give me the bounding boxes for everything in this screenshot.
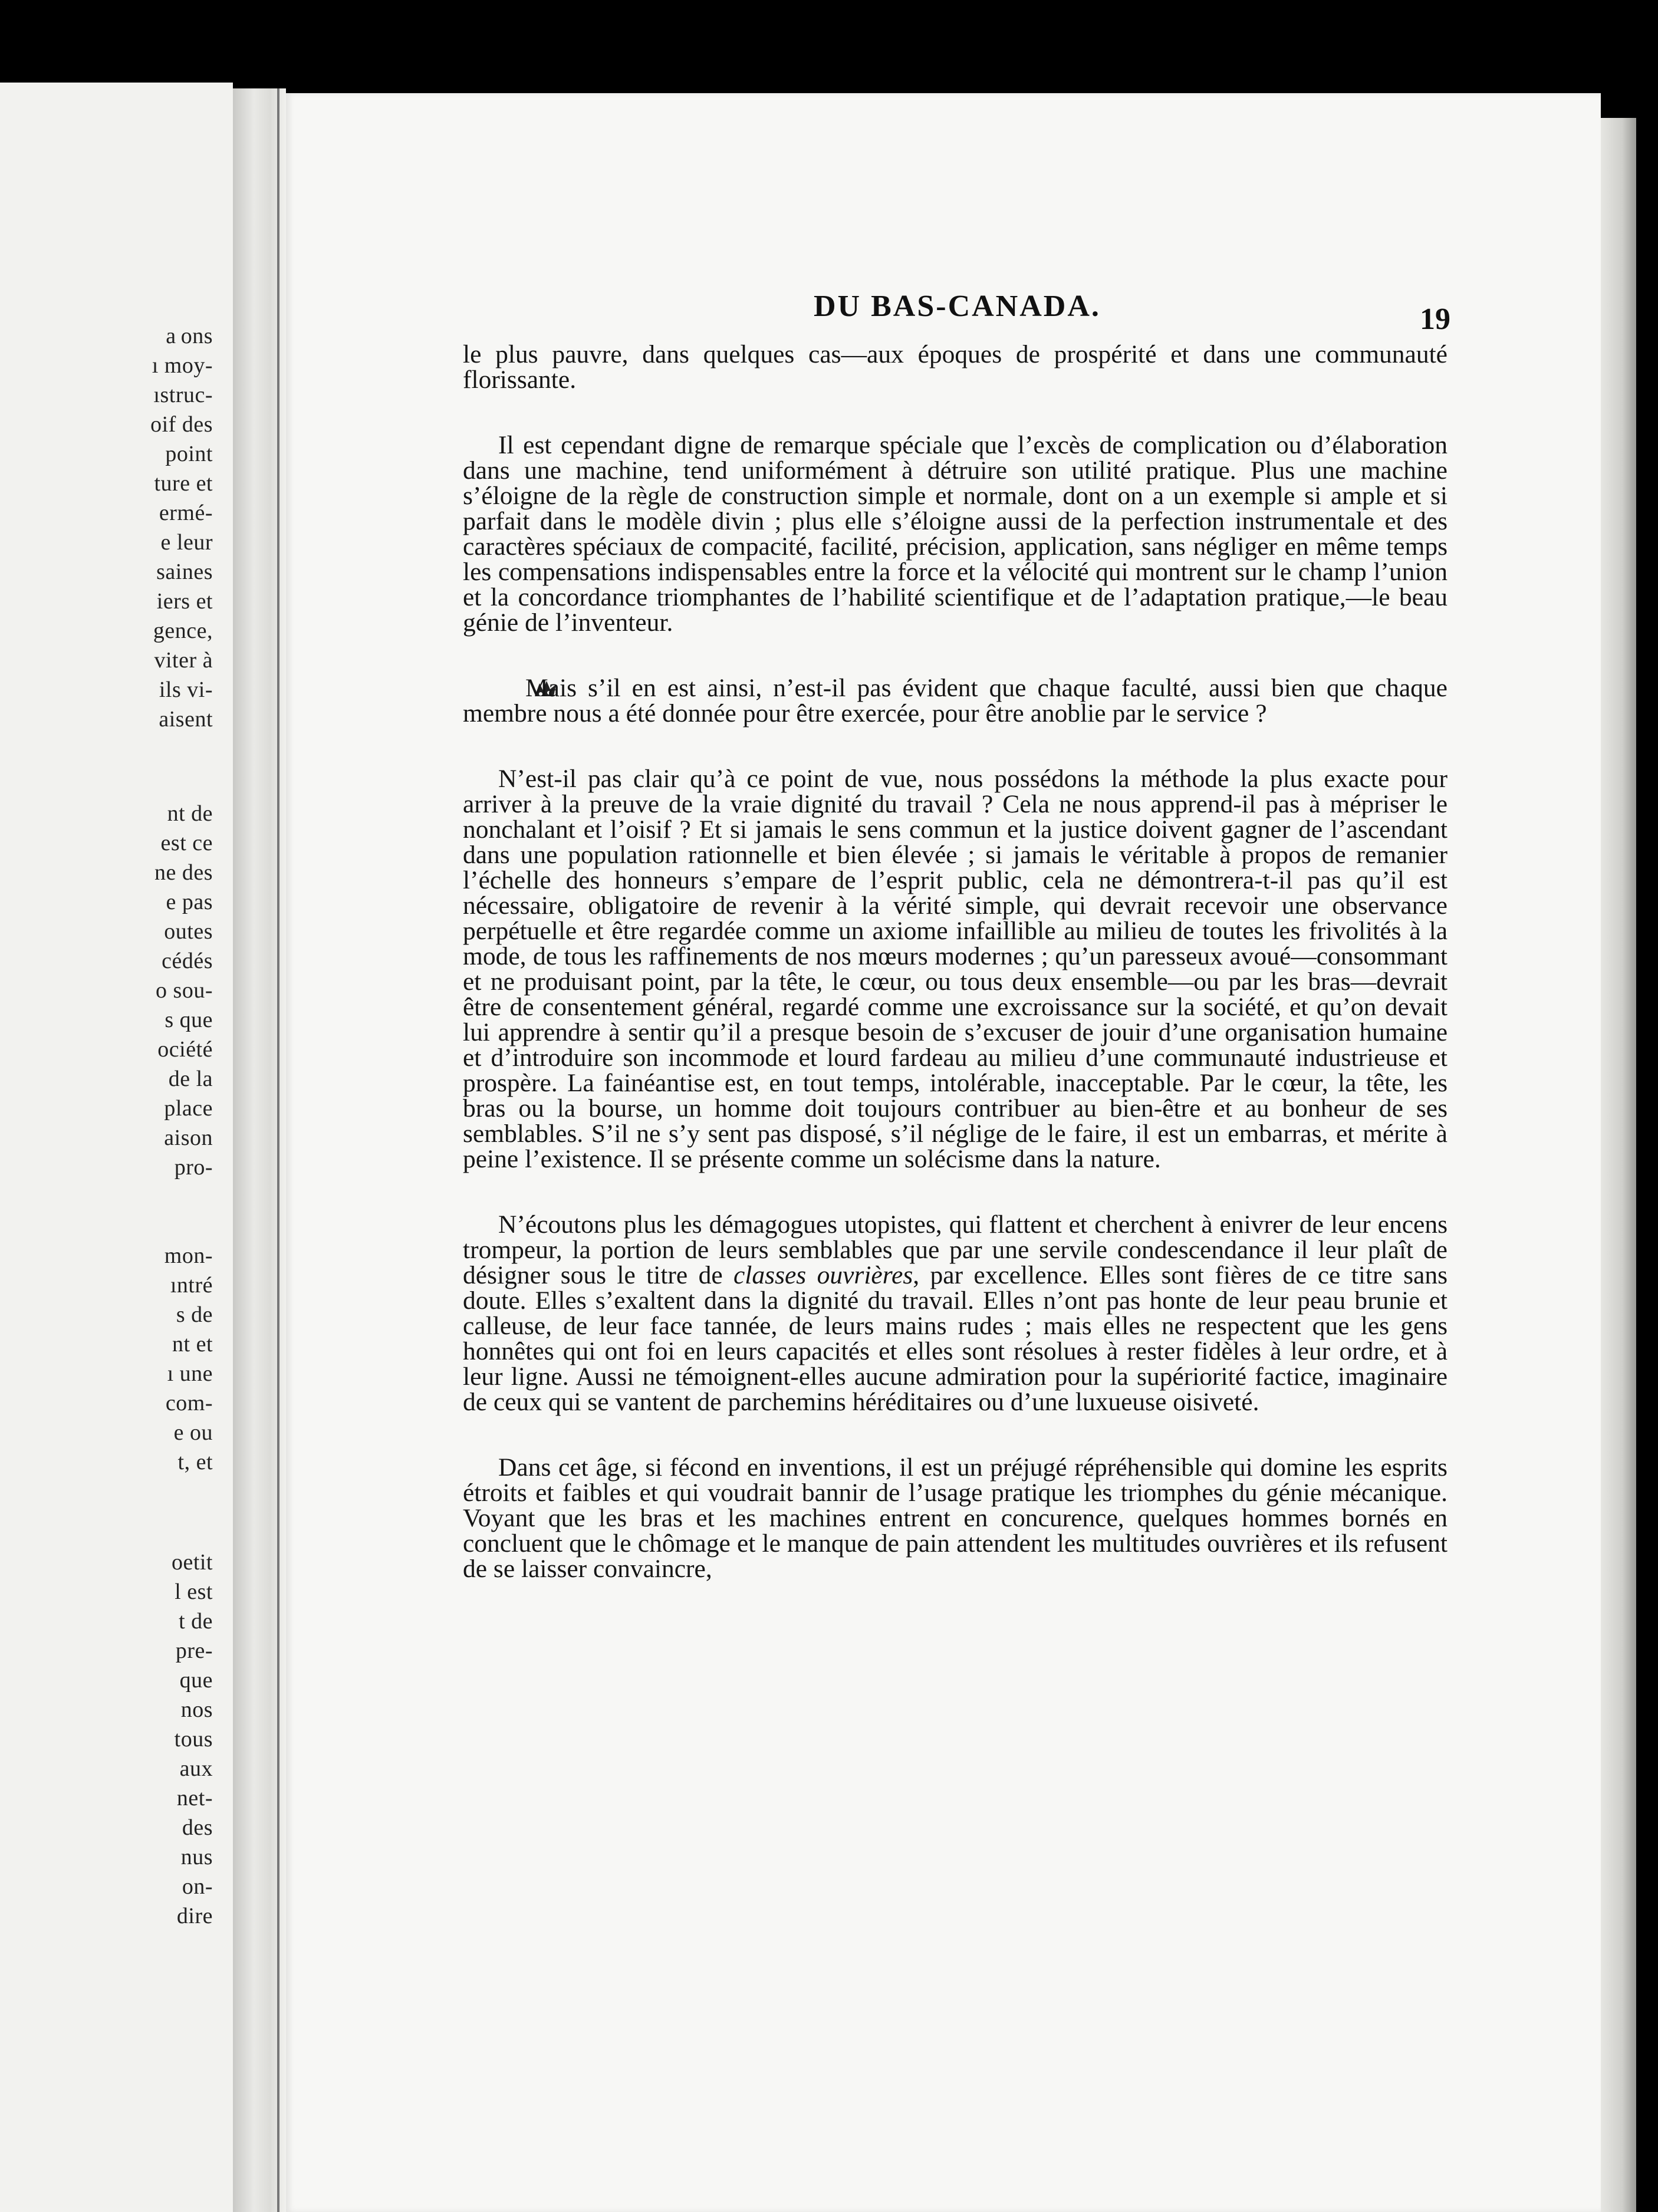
left-page-line: ı une xyxy=(167,1361,213,1386)
left-page-line: o sou- xyxy=(156,978,213,1003)
left-page-line: ture et xyxy=(154,471,213,496)
left-page-line: nus xyxy=(180,1845,213,1869)
paragraph-faculty-service xyxy=(463,676,1448,726)
left-page-line: pro- xyxy=(174,1155,213,1180)
left-page-line: oif des xyxy=(150,412,213,437)
left-page-line: ne des xyxy=(154,860,213,885)
left-page-line: outes xyxy=(164,919,213,944)
left-page-line: ı moy- xyxy=(152,353,213,378)
left-page-line: s de xyxy=(176,1302,213,1327)
paragraph-machine-complexity: Il est cependant digne de remarque spéciale que l’excès de complication ou d’élaboration dans une machine, tend uniformément à détruire son utilité pratique. Plus une machine s’éloigne de la règle de construction simple et normale, dont on a un exemple si ample et si parfait dans le modèle divin ; plus elle s’éloigne aussi de la perfection instrumentale et des caractères spéciaux de compacité, facilité, précision, application, sans négliger en même temps les compensations indispensables entre la force et la vélocité qui montrent sur le champ l’union et la concordance triomphantes de l’habilité scientifique et de l’adaptation pratique,—le beau génie de l’inventeur. xyxy=(463,431,1448,637)
paragraph-demagogues xyxy=(463,1212,1448,1415)
left-page-line: t, et xyxy=(177,1450,213,1474)
left-page-line: point xyxy=(165,442,213,466)
left-page-line: nt et xyxy=(172,1332,213,1357)
left-page-line: ermé- xyxy=(159,501,213,525)
left-page-line: est ce xyxy=(160,831,213,855)
left-page-line: a ons xyxy=(166,324,213,348)
page-body xyxy=(463,342,1448,1622)
paragraph-text-before: N’écoutons plus les démagogues utopistes, qui flattent et cherchent à enivrer de leur encens trompeur, la portion de leurs semblables que par une servile condescendance il leur plaît de désigner sous le titre de xyxy=(463,1210,1448,1289)
previous-page-fragment xyxy=(0,83,233,2212)
left-page-line: de la xyxy=(168,1066,213,1091)
left-page-line: net- xyxy=(176,1786,213,1811)
paragraph-dignity-of-labour: N’est-il pas clair qu’à ce point de vue, nous possédons la méthode la plus exacte pour arriver à la preuve de la vraie dignité du travail ? Cela ne nous apprend-il pas à mépriser le nonchalant et l’oisif ? Et si jamais le sens commun et la justice doivent gagner de l’ascendant dans une population rationnelle et bien élevée ; si jamais le véritable à propos de remanier l’échelle des honneurs s’empare de l’esprit public, cela ne démontrera-t-il pas qu’il est nécessaire, obligatoire de revenir à la vérité simple, qui devrait recevoir une observance perpétuelle et être regardée comme un axiome infaillible au milieu de toutes les frivolités à la mode, de tous les raffinements de nos mœurs modernes ; qu’un paresseux avoué—consommant et ne produisant point, par la tête, le cœur, ou tous deux ensemble—ou par les bras—devrait être de consentement général, regardé comme une excroissance sur la société, et qu’on devait lui apprendre à sentir qu’il a presque besoin de s’excuser de jouir d’une organisation humaine et d’introduire son incommode et lourd fardeau au milieu d’une communauté industrieuse et prospère. La fainéantise est, en tout temps, intolérable, inacceptable. Par le cœur, la tête, les bras ou la bourse, un homme doit toujours contribuer au bien-être et au bonheur de ses semblables. S’il ne s’y sent pas disposé, s’il néglige de le faire, il est un embarras, et mérite à peine l’existence. Il se présente comme un solécisme dans la nature. xyxy=(463,765,1448,1173)
running-title: DU BAS-CANADA. xyxy=(814,289,1101,323)
left-page-line: e pas xyxy=(166,890,213,914)
left-page-line: ociété xyxy=(157,1037,213,1062)
left-page-line: ıntré xyxy=(170,1273,213,1298)
italic-phrase: classes ouvrières xyxy=(733,1261,913,1289)
paragraph-text-after: , par excellence. Elles sont fières de ce titre sans doute. Elles s’exaltent dans la dignité du travail. Elles n’ont pas honte de leur peau brunie et calleuse, de leur face tannée, de leurs mains rudes ; mais elles ne respectent que les gens honnêtes qui ont foi en leurs capacités et elles sont résolues à rester fidèles à leur ordre, et à leur ligne. Aussi ne témoignent-elles aucune admiration pour la supériorité factice, imaginaire de ceux qui se vantent de parchemins héréditaires ou d’une luxueuse oisiveté. xyxy=(463,1261,1448,1416)
left-page-line: mon- xyxy=(164,1243,213,1268)
page-edge-shadow xyxy=(1601,118,1636,2212)
left-page-line: aisent xyxy=(159,707,213,732)
left-page-line: com- xyxy=(165,1391,213,1416)
left-page-line: nos xyxy=(180,1697,213,1722)
left-page-line: oetit xyxy=(171,1550,213,1575)
left-page-line: aux xyxy=(179,1756,213,1781)
left-page-line: ıstruc- xyxy=(153,383,213,407)
left-page-line: aison xyxy=(164,1125,213,1150)
left-page-line: gence, xyxy=(153,618,213,643)
left-page-line: viter à xyxy=(154,648,213,673)
printer-ornament-icon xyxy=(498,678,522,698)
left-page-line: dire xyxy=(176,1904,213,1928)
left-page-line: e ou xyxy=(173,1420,213,1445)
paragraph-inventions: Dans cet âge, si fécond en inventions, il est un préjugé répréhensible qui domine les esprits étroits et faibles et qui voudrait bannir de l’usage pratique les triomphes du génie mécanique. Voyant que les bras et les machines entrent en concurence, quelques hommes bornés en concluent que le chômage et le manque de pain attendent les multitudes ouvrières et ils refusent de se laisser convaincre, xyxy=(463,1453,1448,1583)
left-page-line: ils vi- xyxy=(159,677,213,702)
left-page-line: e leur xyxy=(160,530,213,555)
left-page-line: s que xyxy=(165,1008,213,1032)
left-page-line: saines xyxy=(156,559,213,584)
gutter-line xyxy=(277,88,279,2212)
left-page-line: nt de xyxy=(167,801,213,826)
page-number: 19 xyxy=(1420,302,1450,336)
left-page-line: que xyxy=(179,1668,213,1693)
left-page-line: place xyxy=(164,1096,213,1121)
left-page-line: des xyxy=(182,1815,213,1840)
left-page-line: pre- xyxy=(175,1638,213,1663)
left-page-line: l est xyxy=(175,1579,213,1604)
left-page-line: tous xyxy=(174,1727,213,1752)
left-page-line: cédés xyxy=(162,949,213,973)
paragraph-text: Mais s’il en est ainsi, n’est-il pas évident que chaque faculté, aussi bien que chaque membre nous a été donnée pour être exercée, pour être anoblie par le service ? xyxy=(463,674,1448,728)
left-page-line: t de xyxy=(179,1609,213,1634)
left-page-line: iers et xyxy=(156,589,213,614)
paragraph-continued: le plus pauvre, dans quelques cas—aux époques de prospérité et dans une communauté florissante. xyxy=(463,340,1448,394)
left-page-line: on- xyxy=(182,1874,213,1899)
